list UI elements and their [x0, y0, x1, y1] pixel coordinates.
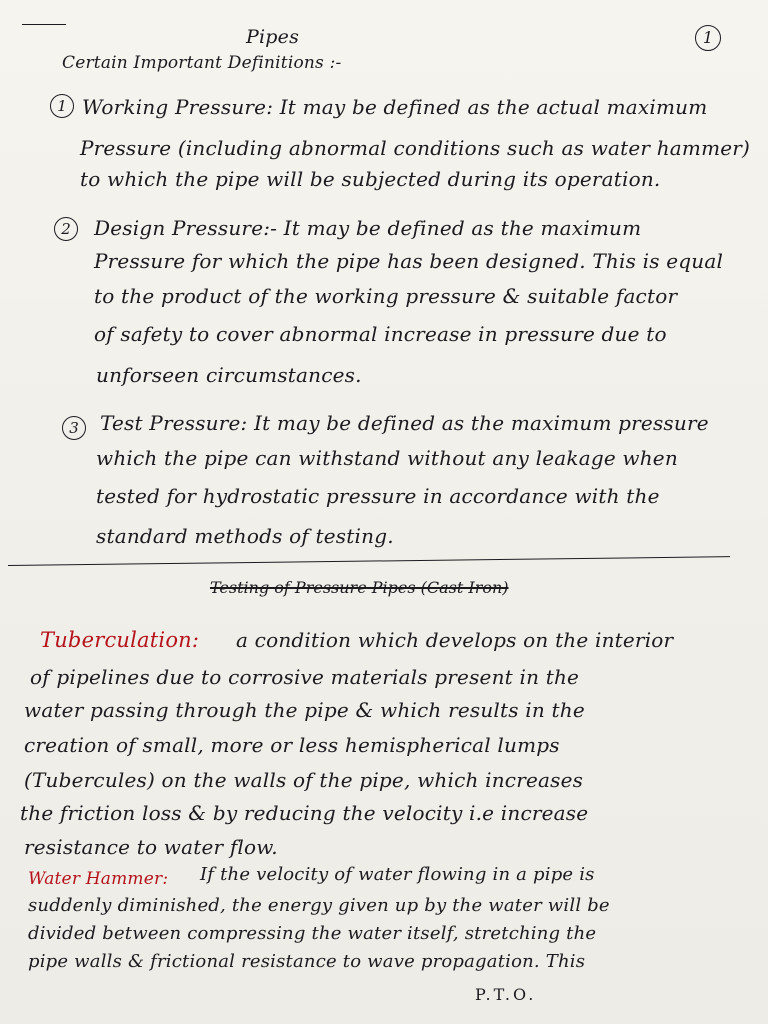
water-hammer-line-2: suddenly diminished, the energy given up by the water will be: [28, 895, 610, 916]
section-subtitle: Certain Important Definitions :-: [62, 53, 342, 73]
definition-number-2: 2: [54, 217, 78, 241]
tuberculation-term: Tuberculation:: [40, 628, 200, 652]
definition-2-line-4: of safety to cover abnormal increase in pressure due to: [94, 322, 667, 346]
tuberculation-line-3: water passing through the pipe & which results in the: [24, 698, 585, 722]
tuberculation-line-2: of pipelines due to corrosive materials present in the: [30, 665, 580, 689]
top-left-line: [22, 24, 66, 25]
tuberculation-line-7: resistance to water flow.: [24, 835, 278, 859]
definition-2-line-3: to the product of the working pressure & suitable factor: [94, 284, 678, 308]
definition-1-line-1: Working Pressure: It may be defined as the actual maximum: [82, 95, 708, 119]
definition-3-line-2: which the pipe can withstand without any leakage when: [96, 446, 678, 470]
page-number: 1: [695, 25, 721, 51]
definition-number-3: 3: [62, 416, 86, 440]
page-footer-pto: P.T.O.: [475, 985, 537, 1004]
water-hammer-line-1: If the velocity of water flowing in a pipe is: [200, 864, 595, 885]
tuberculation-line-1: a condition which develops on the interior: [236, 628, 674, 652]
definition-number-1: 1: [50, 94, 74, 118]
definition-1-line-3: to which the pipe will be subjected during its operation.: [80, 167, 661, 191]
definition-2-line-2: Pressure for which the pipe has been designed. This is equal: [94, 249, 724, 273]
definition-2-line-1: Design Pressure:- It may be defined as the maximum: [94, 216, 642, 240]
page-title: Pipes: [246, 26, 300, 48]
definition-3-line-4: standard methods of testing.: [96, 524, 394, 548]
water-hammer-term: Water Hammer:: [28, 869, 169, 889]
definition-3-line-1: Test Pressure: It may be defined as the maximum pressure: [100, 411, 709, 435]
water-hammer-line-3: divided between compressing the water itself, stretching the: [28, 923, 597, 944]
section-divider: [8, 556, 730, 566]
tuberculation-line-5: (Tubercules) on the walls of the pipe, which increases: [24, 768, 584, 792]
water-hammer-line-4: pipe walls & frictional resistance to wave propagation. This: [28, 951, 586, 972]
definition-1-line-2: Pressure (including abnormal conditions such as water hammer): [80, 136, 751, 160]
struck-out-heading: Testing of Pressure Pipes (Cast Iron): [210, 578, 509, 597]
definition-3-line-3: tested for hydrostatic pressure in accordance with the: [96, 484, 660, 508]
tuberculation-line-4: creation of small, more or less hemispherical lumps: [24, 733, 560, 757]
definition-2-line-5: unforseen circumstances.: [96, 363, 362, 387]
tuberculation-line-6: the friction loss & by reducing the velocity i.e increase: [20, 801, 589, 825]
